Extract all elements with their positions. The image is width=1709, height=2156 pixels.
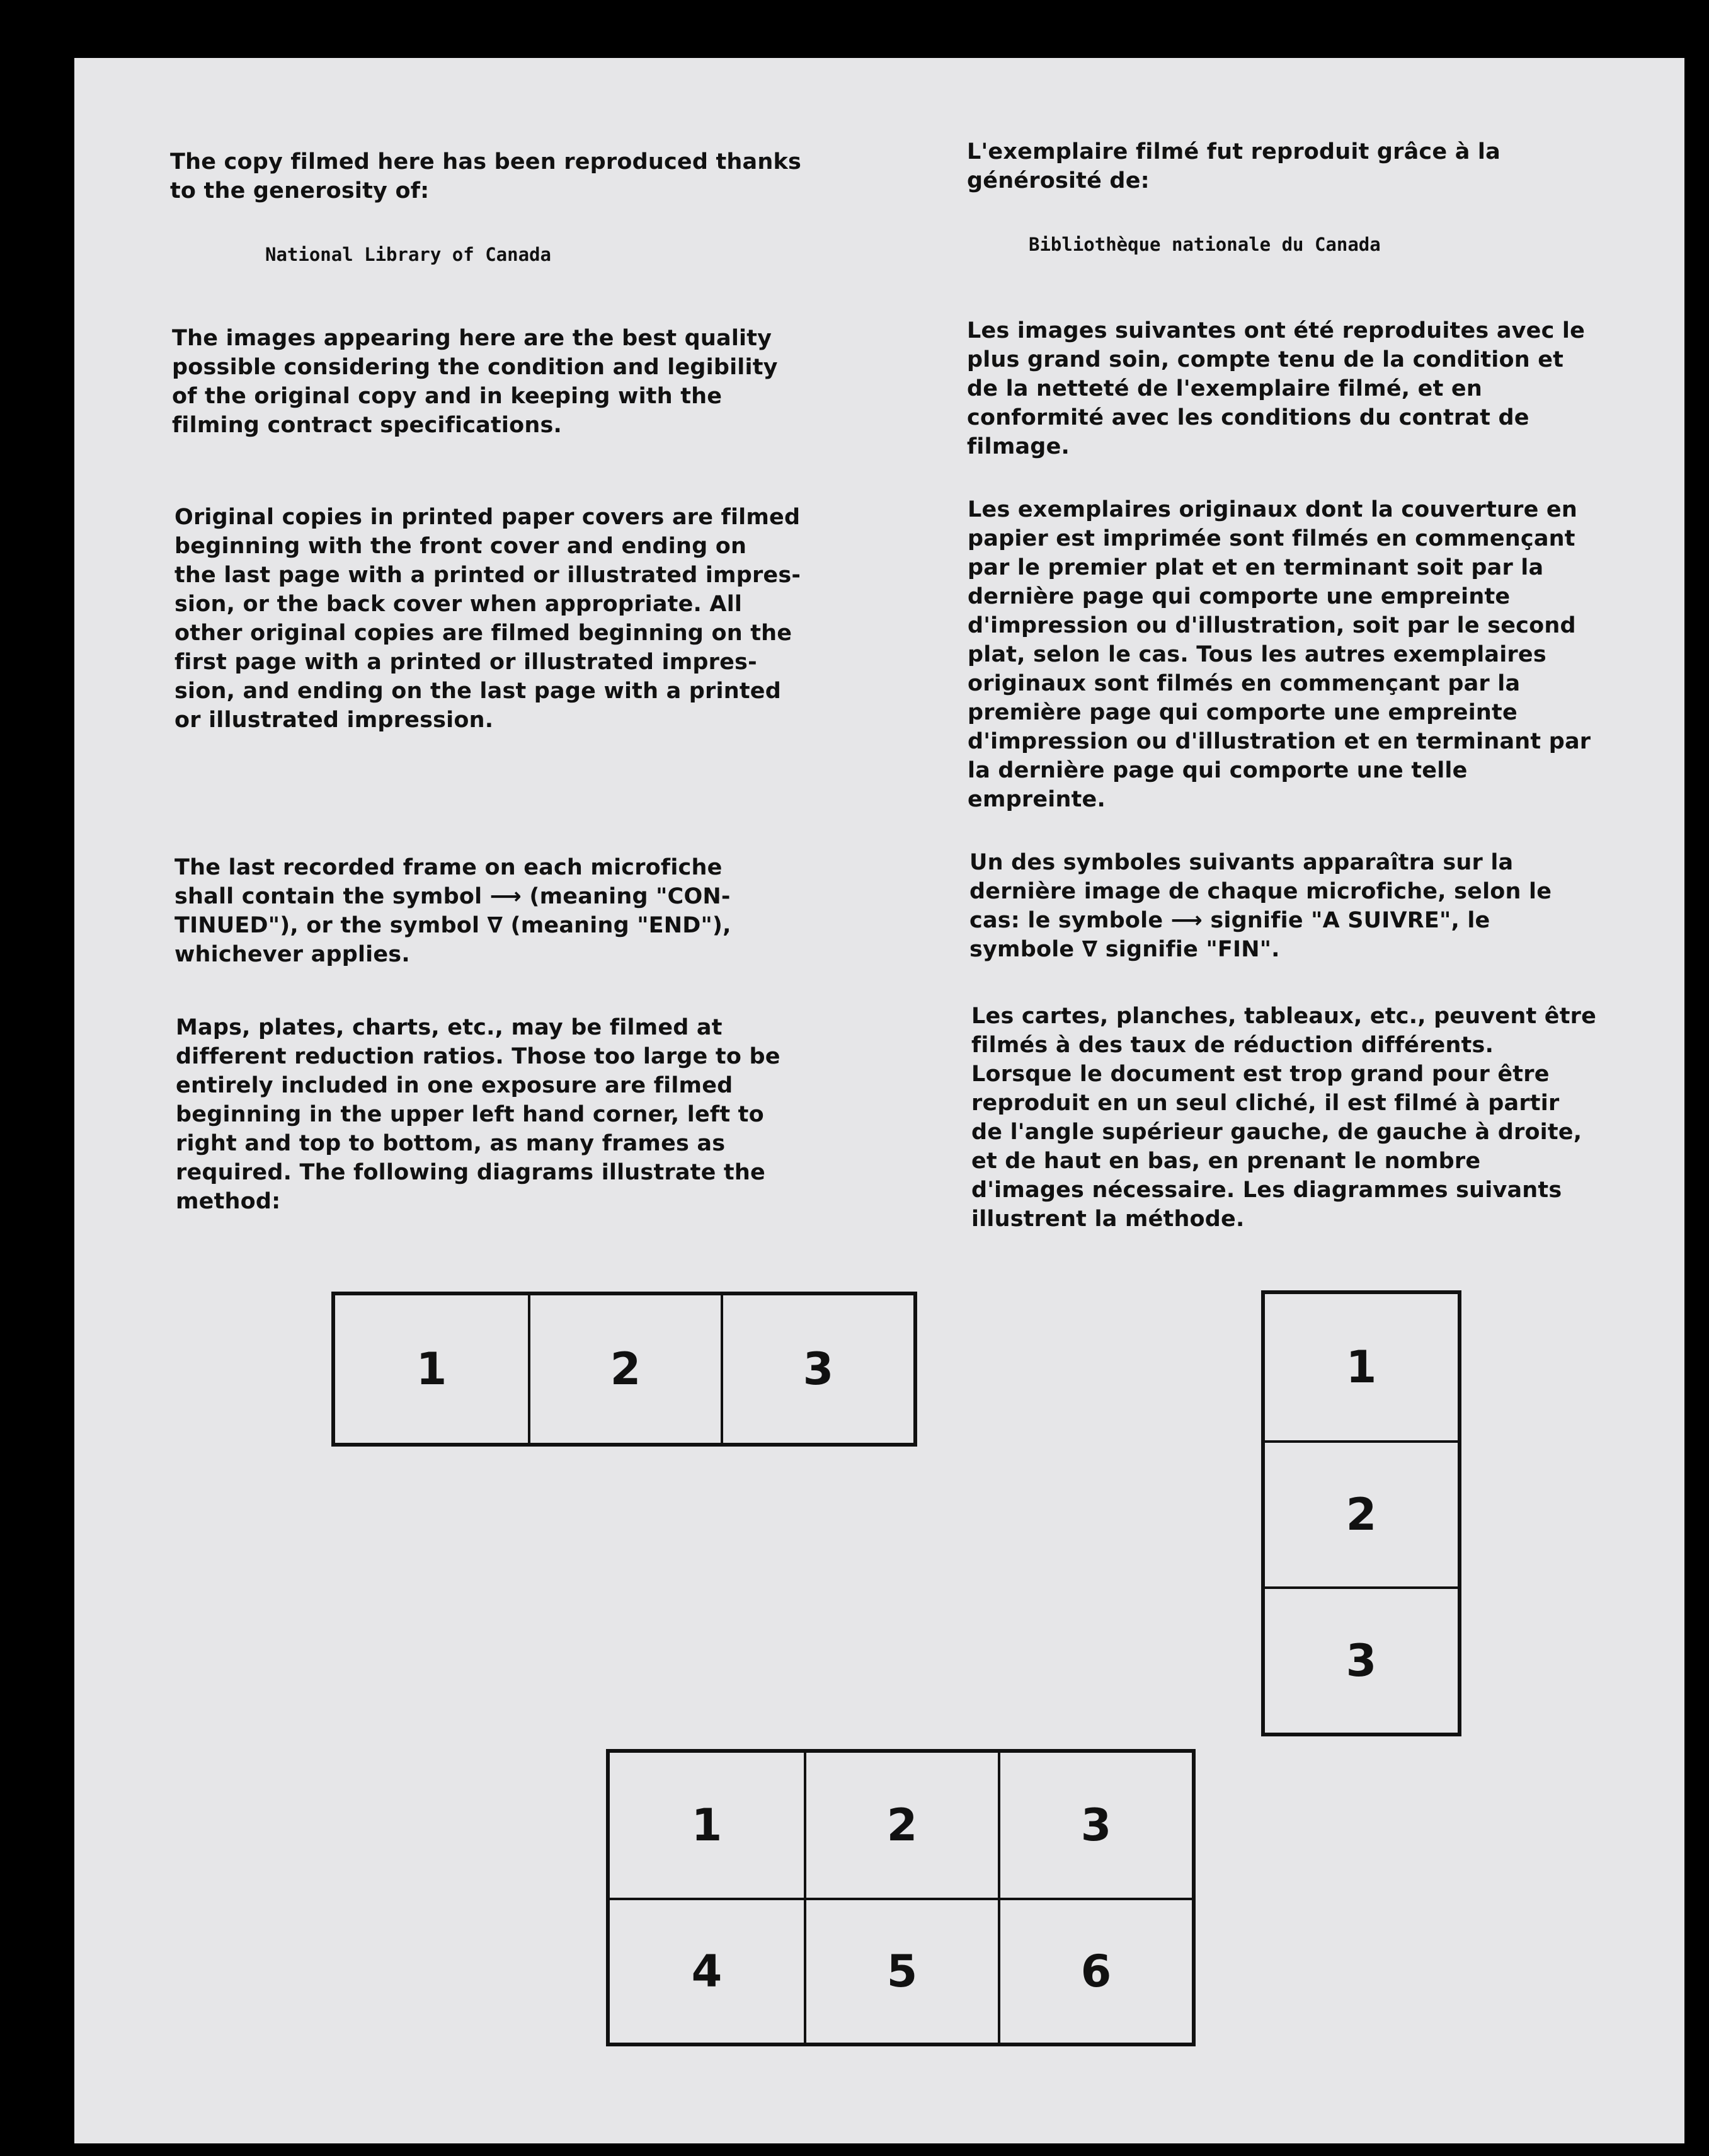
grid-frames-diagram <box>606 1749 1196 2046</box>
frame-cell: 5 <box>804 1898 998 2043</box>
horizontal-frames-diagram <box>331 1292 917 1447</box>
french-maps-note: Les cartes, planches, tableaux, etc., peuvent être filmés à des taux de réduction différents. Lorsque le document est trop grand pour être reproduit en un seul cliché, il est filmé à partir de l'angle supérieur gauche, de gauche à droite, et de haut en bas, en prenant le nombre d'images nécessaire. Les diagrammes suivants illustrent la méthode. <box>971 1004 1597 1232</box>
french-quality-note: Les images suivantes ont été reproduites avec le plus grand soin, compte tenu de la condition et de la netteté de l'exemplaire filmé, et en conformité avec les conditions du contrat de filmage. <box>967 318 1586 459</box>
french-intro: L'exemplaire filmé fut reproduit grâce à la générosité de: <box>967 139 1500 193</box>
english-symbols-note: The last recorded frame on each microfiche shall contain the symbol ⟶ (meaning "CON- TINUED"), or the symbol ∇ (meaning "END"), whichever applies. <box>174 855 731 967</box>
frame-cell: 1 <box>691 1799 723 1851</box>
frame-cell: 2 <box>804 1753 998 1898</box>
frame-cell: 3 <box>1265 1586 1458 1733</box>
french-symbols-note: Un des symboles suivants apparaîtra sur la dernière image de chaque microfiche, selon le cas: le symbole ⟶ signifie "A SUIVRE", le symbole ∇ signifie "FIN". <box>969 850 1552 962</box>
frame-cell: 3 <box>998 1753 1192 1898</box>
frame-cell: 3 <box>721 1295 913 1443</box>
frame-cell: 6 <box>998 1898 1192 2043</box>
english-intro: The copy filmed here has been reproduced thanks to the generosity of: <box>170 149 801 204</box>
frame-cell: 2 <box>1265 1440 1458 1586</box>
document-page <box>74 58 1684 2143</box>
frame-cell: 2 <box>528 1295 721 1443</box>
vertical-frames-diagram <box>1261 1290 1461 1736</box>
frame-cell: 1 <box>1346 1341 1377 1393</box>
french-covers-note: Les exemplaires originaux dont la couverture en papier est imprimée sont filmés en commençant par le premier plat et en terminant soit par la dernière page qui comporte une empreinte d'impression ou d'illustration, soit par le second plat, selon le cas. Tous les autres exemplaires originaux sont filmés en commençant par la première page qui comporte une empreinte d'impression ou d'illustration et en terminant par la dernière page qui comporte une telle empreinte. <box>968 497 1591 812</box>
frame-cell: 4 <box>610 1898 804 2043</box>
french-library-name: Bibliothèque nationale du Canada <box>1029 234 1381 255</box>
frame-cell: 1 <box>416 1343 447 1395</box>
english-quality-note: The images appearing here are the best quality possible considering the condition and legibility of the original copy and in keeping with the filming contract specifications. <box>172 326 778 438</box>
english-library-name: National Library of Canada <box>265 244 551 265</box>
english-covers-note: Original copies in printed paper covers are filmed beginning with the front cover and ending on the last page with a printed or illustrated impres- sion, or the back cover when appropriate. All other original copies are filmed beginning on the first page with a printed or illustrated impres- sion, and ending on the last page with a printed or illustrated impression. <box>174 505 801 733</box>
english-maps-note: Maps, plates, charts, etc., may be filmed at different reduction ratios. Those too large to be entirely included in one exposure are filmed beginning in the upper left hand corner, left to right and top to bottom, as many frames as required. The following diagrams illustrate the method: <box>176 1015 780 1214</box>
